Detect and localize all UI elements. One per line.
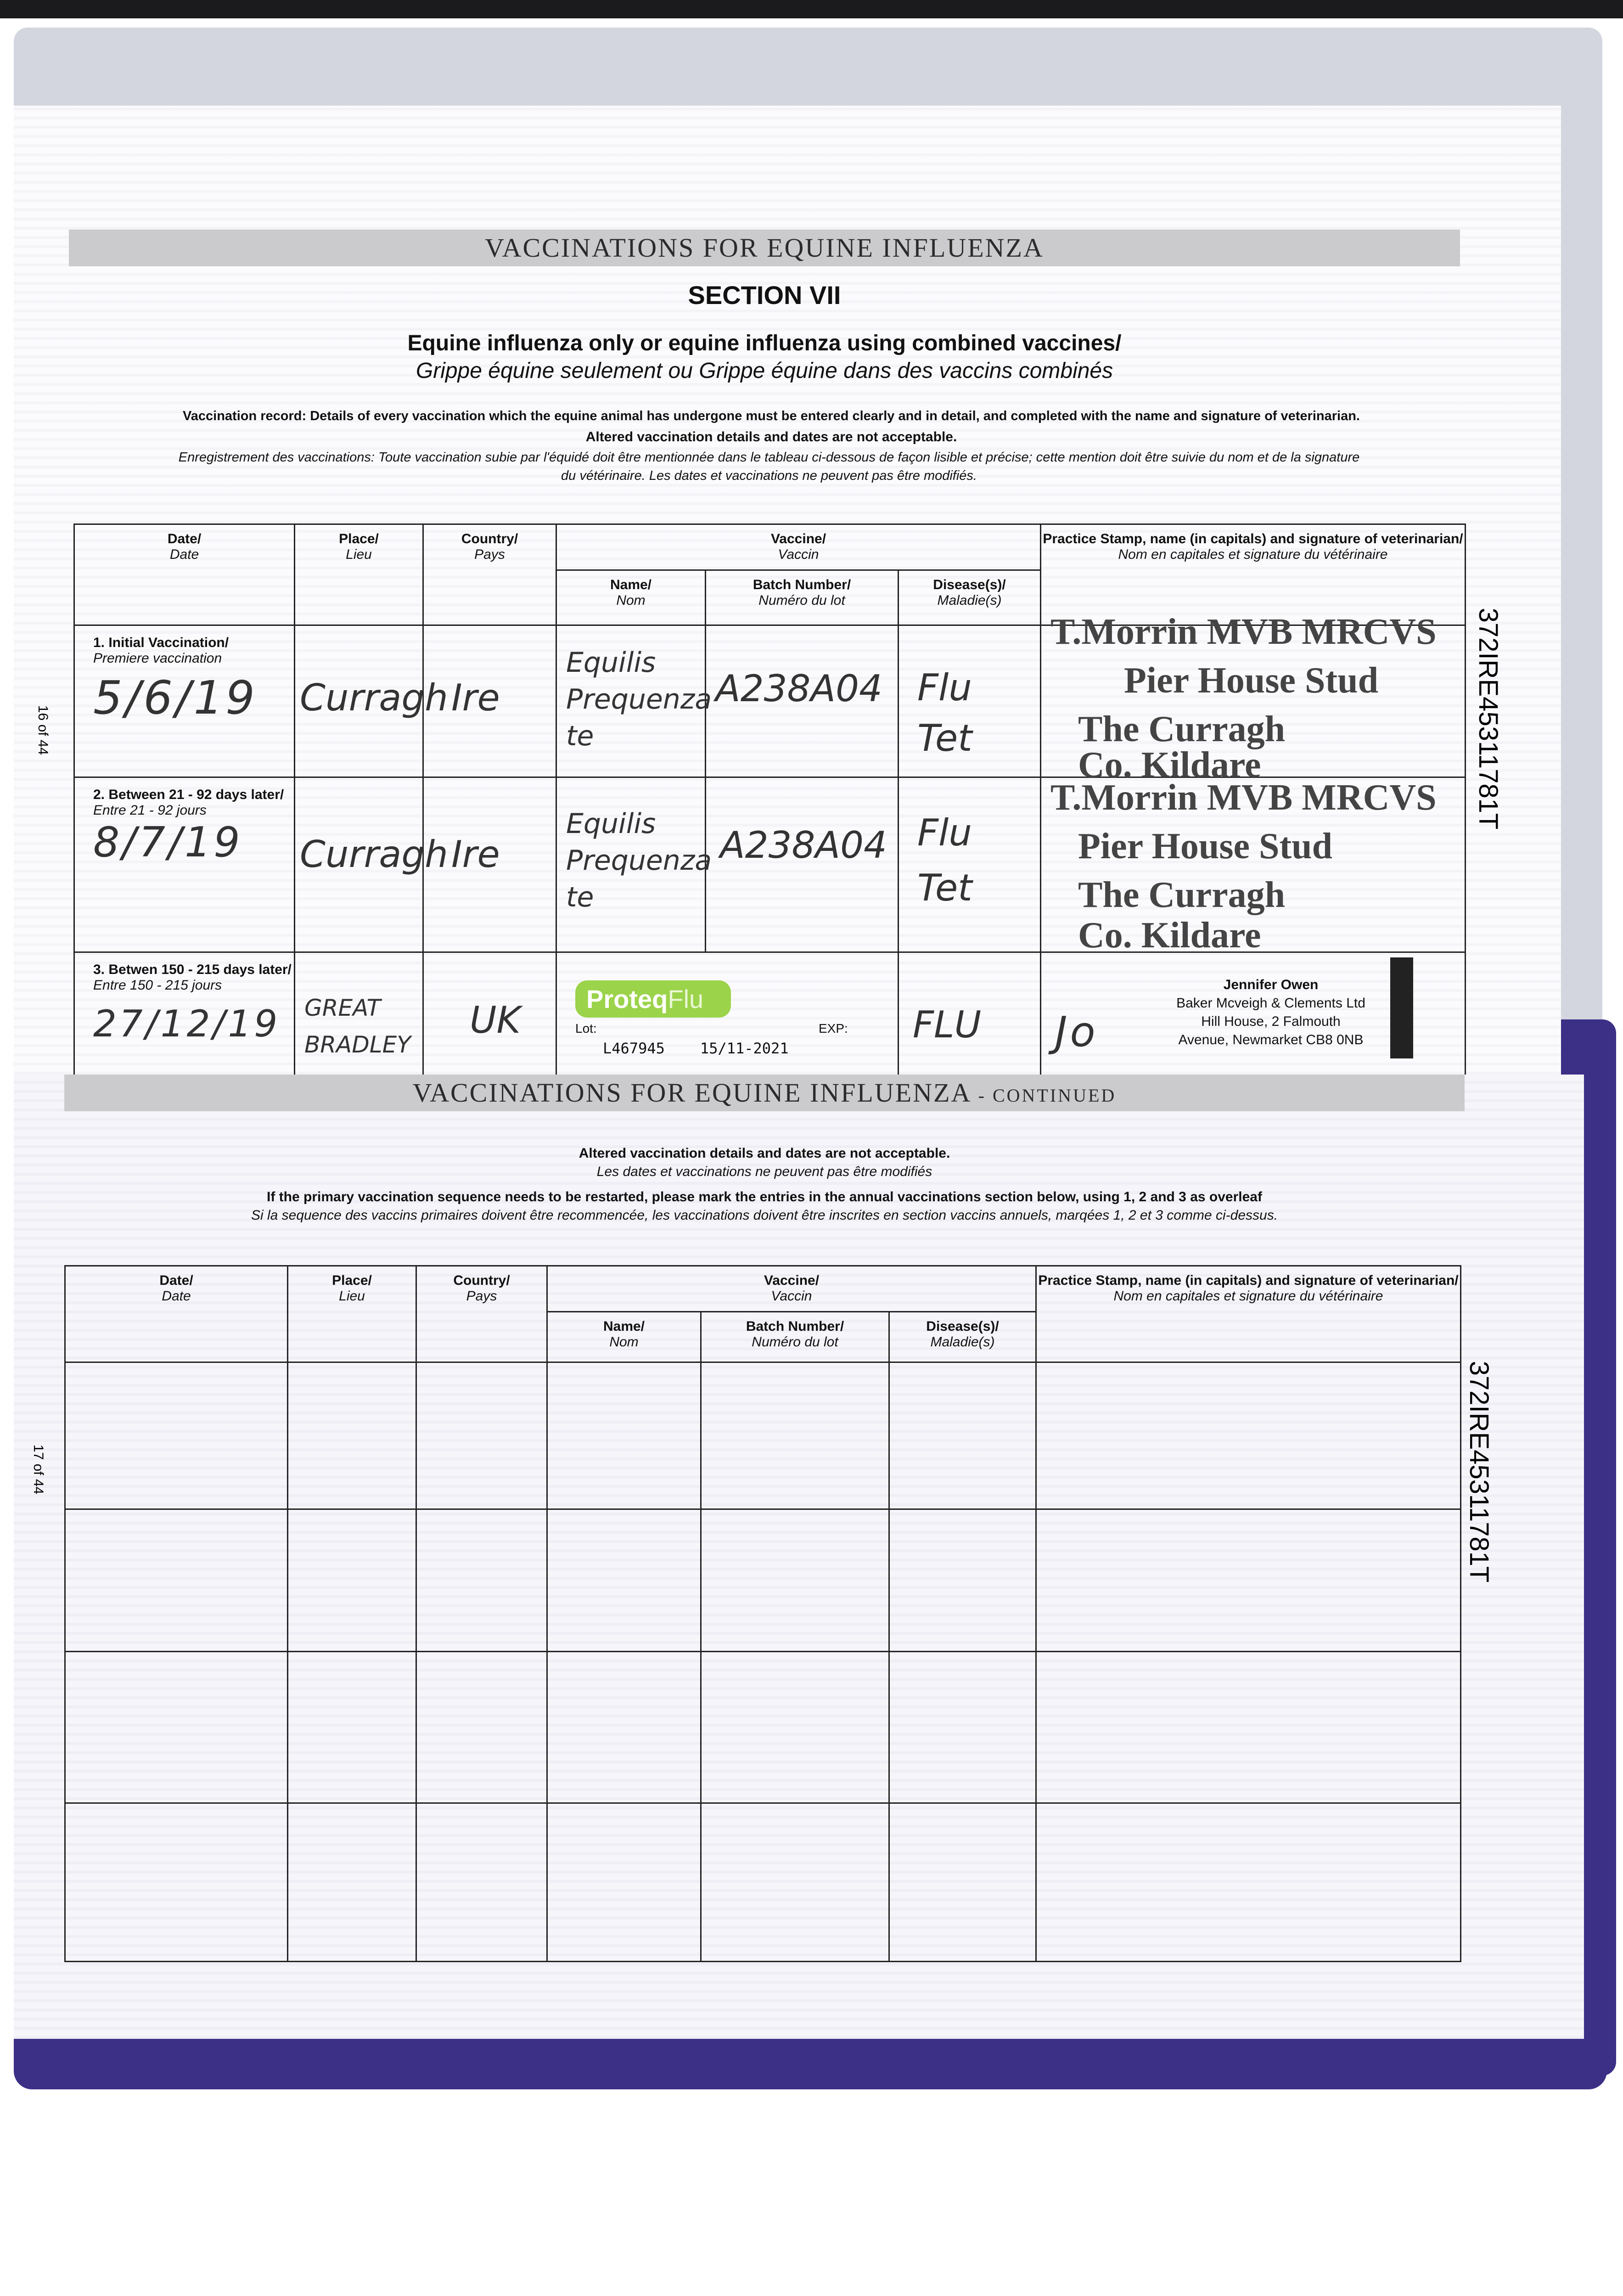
- header-country: Country/ Pays: [423, 524, 556, 625]
- header-batch-number-2: Batch Number/ Numéro du lot: [701, 1312, 889, 1362]
- altered-en-bottom: Altered vaccination details and dates are not acceptable.: [578, 1146, 950, 1161]
- row-3-date: 27/12/19: [93, 1002, 281, 1045]
- row-1-batch: A238A04: [706, 625, 899, 777]
- table-row: [65, 1803, 1461, 1962]
- header-country-2: Country/ Pays: [416, 1266, 547, 1362]
- lot-number: L467945: [603, 1040, 665, 1057]
- row-3-label: 3. Betwen 150 - 215 days later/ Entre 150 - 215 jours 27/12/19: [74, 952, 295, 1099]
- header-date: Date/ Date: [74, 524, 295, 625]
- subtitle-fr: Grippe équine seulement ou Grippe équine dans des vaccins combinés: [416, 359, 1113, 383]
- row-3-place: GREAT BRADLEY: [295, 952, 423, 1099]
- restart-fr: Si la sequence des vaccins primaires doivent être recommencée, les vaccinations doivent être inscrites en section vaccins annuels, marqées 1, 2 et 3 comme ci-dessus.: [251, 1208, 1278, 1223]
- row-2-place: Curragh: [295, 777, 423, 952]
- scanner-edge: [0, 0, 1623, 18]
- row-2-stamp: T.Morrin MVB MRCVS Pier House Stud The Curragh Co. Kildare: [1041, 777, 1466, 952]
- header-disease-2: Disease(s)/ Maladie(s): [889, 1312, 1036, 1362]
- row-1-label: 1. Initial Vaccination/ Premiere vaccination 5/6/19: [74, 625, 295, 777]
- row-1-place: Curragh: [295, 625, 423, 777]
- expiry-date: 15/11-2021: [700, 1040, 789, 1057]
- table-row: [74, 777, 1466, 952]
- record-text: Details of every vaccination which the equine animal has undergone must be entered clearly and in detail, and completed with the name and signature of veterinarian.: [310, 409, 1360, 423]
- altered-fr-bottom: Les dates et vaccinations ne peuvent pas être modifiés: [596, 1164, 932, 1179]
- row-2-batch: A238A04: [706, 777, 899, 952]
- top-banner: VACCINATIONS FOR EQUINE INFLUENZA: [69, 230, 1460, 266]
- header-date-2: Date/ Date: [65, 1266, 288, 1362]
- table-row: [65, 1362, 1461, 1509]
- row-2-disease: Flu Tet: [899, 777, 1041, 952]
- header-vaccine-name: Name/ Nom: [556, 570, 706, 625]
- record-fr-2: du vétérinaire. Les dates et vaccinations ne peuvent pas être modifiés.: [561, 468, 977, 483]
- table-row: [65, 1509, 1461, 1652]
- header-vaccine: Vaccine/ Vaccin: [556, 524, 1041, 570]
- header-place: Place/ Lieu: [295, 524, 423, 625]
- page-number-16: 16 of 44: [35, 705, 51, 755]
- row-3-stamp: Jo Jennifer Owen Baker Mcveigh & Clements Ltd Hill House, 2 Falmouth Avenue, Newmarket CB8 0NB: [1041, 952, 1466, 1099]
- header-vaccine-name-2: Name/ Nom: [547, 1312, 701, 1362]
- altered-en-top: Altered vaccination details and dates are not acceptable.: [585, 429, 957, 445]
- row-1-vaccine-name: Equilis Prequenza te: [556, 625, 706, 777]
- table-row: [74, 625, 1466, 777]
- proteq-flu-logo: ProteqFlu: [575, 980, 731, 1018]
- header-vaccine-2: Vaccine/ Vaccin: [547, 1266, 1036, 1312]
- row-1-disease: Flu Tet: [899, 625, 1041, 777]
- passport-id-bottom: 372IRE45311781T: [1464, 1361, 1494, 1583]
- vaccination-table-bottom: [64, 1265, 1461, 1962]
- row-2-date: 8/7/19: [93, 818, 243, 867]
- header-disease: Disease(s)/ Maladie(s): [899, 570, 1041, 625]
- row-1-country: Ire: [423, 625, 556, 777]
- header-batch-number: Batch Number/ Numéro du lot: [706, 570, 899, 625]
- restart-en: If the primary vaccination sequence needs to be restarted, please mark the entries in the annual vaccinations section below, using 1, 2 and 3 as overleaf: [267, 1189, 1262, 1204]
- row-2-label: 2. Between 21 - 92 days later/ Entre 21 - 92 jours 8/7/19: [74, 777, 295, 952]
- header-practice-stamp: Practice Stamp, name (in capitals) and signature of veterinarian/ Nom en capitales et signature du vétérinaire: [1041, 524, 1466, 625]
- record-fr: Enregistrement des vaccinations: Toute vaccination subie par l'équidé doit être mentionnée dans le tableau ci-dessous de façon lisible et précise; cette mention doit être suivie du nom et de la signature: [178, 450, 1360, 465]
- lot-label: Lot:: [575, 1021, 597, 1035]
- row-1-stamp: T.Morrin MVB MRCVS Pier House Stud The Curragh Co. Kildare: [1041, 625, 1466, 777]
- header-practice-stamp-2: Practice Stamp, name (in capitals) and signature of veterinarian/ Nom en capitales et signature du vétérinaire: [1036, 1266, 1461, 1362]
- row-1-date: 5/6/19: [93, 671, 258, 725]
- vaccination-table-top: [73, 523, 1466, 1100]
- record-en: [83, 409, 1460, 424]
- stamp-bar: [1390, 957, 1413, 1058]
- header-place-2: Place/ Lieu: [288, 1266, 416, 1362]
- subtitle-en: Equine influenza only or equine influenza using combined vaccines/: [407, 331, 1122, 355]
- section-title: SECTION VII: [688, 281, 841, 310]
- table-row: [65, 1652, 1461, 1803]
- row-2-country: Ire: [423, 777, 556, 952]
- row-3-disease: FLU: [899, 952, 1041, 1099]
- passport-id-top: 372IRE45311781T: [1473, 608, 1503, 830]
- exp-label: EXP:: [819, 1021, 848, 1035]
- record-label: Vaccination record:: [183, 409, 307, 423]
- bottom-banner: VACCINATIONS FOR EQUINE INFLUENZA - CONTINUED: [64, 1075, 1465, 1111]
- row-3-country: UK: [423, 952, 556, 1099]
- page-number-17: 17 of 44: [31, 1444, 46, 1495]
- row-2-vaccine-name: Equilis Prequenza te: [556, 777, 706, 952]
- signature-jo: Jo: [1055, 1008, 1098, 1056]
